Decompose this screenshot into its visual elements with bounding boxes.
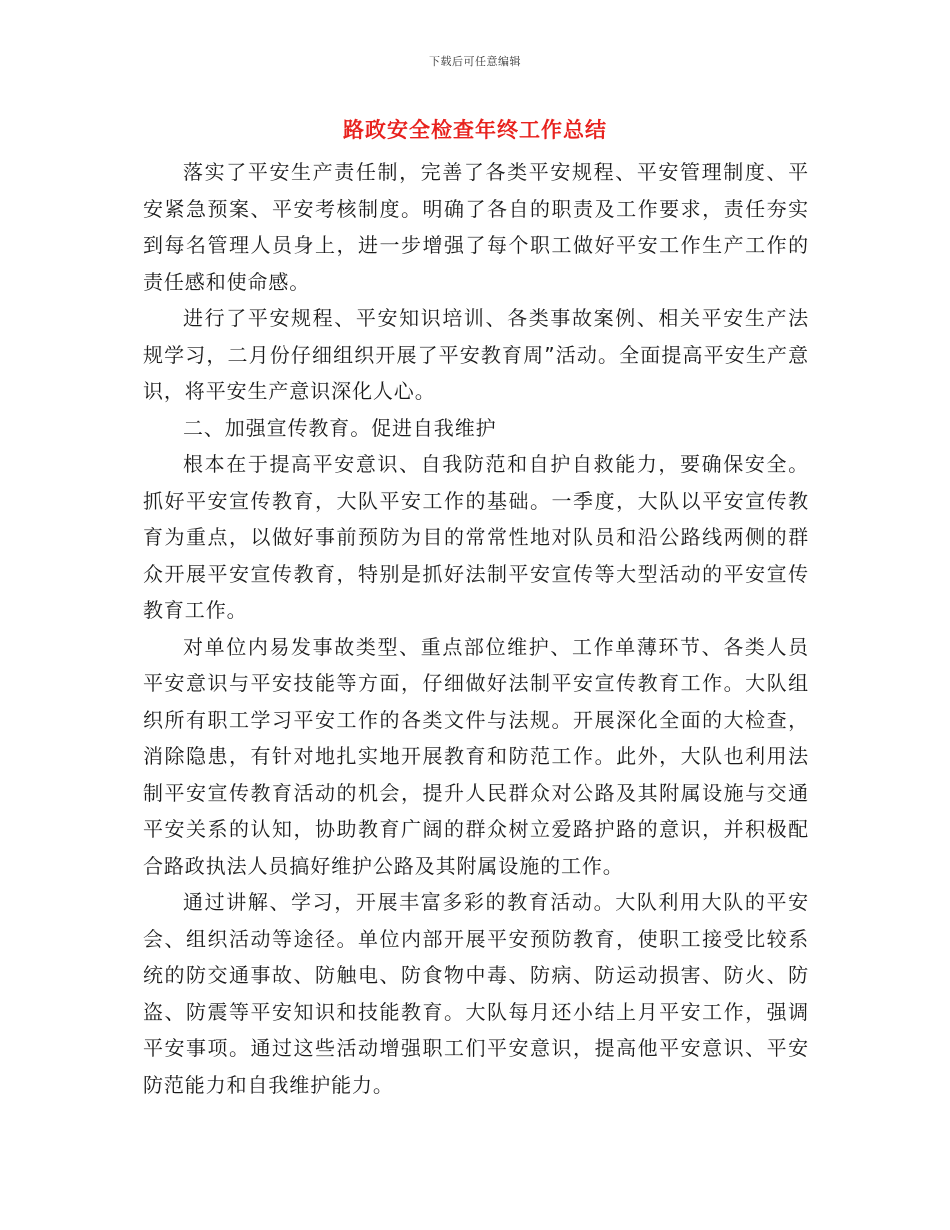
paragraph-1: 落实了平安生产责任制，完善了各类平安规程、平安管理制度、平安紧急预案、平安考核制度。明确了各自的职责及工作要求，责任夯实到每名管理人员身上，进一步增强了每个职工做好平安工作生产工作的责任感和使命感。 (143, 160, 809, 294)
header-note: 下载后可任意编辑 (429, 55, 521, 68)
paragraph-4: 对单位内易发事故类型、重点部位维护、工作单薄环节、各类人员平安意识与平安技能等方面，仔细做好法制平安宣传教育工作。大队组织所有职工学习平安工作的各类文件与法规。开展深化全面的大检查，消除隐患，有针对地扎实地开展教育和防范工作。此外，大队也利用法制平安宣传教育活动的机会，提升人民群众对公路及其附属设施与交通平安关系的认知，协助教育广阔的群众树立爱路护路的意识，并积极配合路政执法人员搞好维护公路及其附属设施的工作。 (143, 634, 809, 878)
document-body (143, 154, 809, 1103)
section-heading-2: 二、加强宣传教育。促进自我维护 (183, 415, 497, 440)
paragraph-5: 通过讲解、学习，开展丰富多彩的教育活动。大队利用大队的平安会、组织活动等途径。单位内部开展平安预防教育，使职工接受比较系统的防交通事故、防触电、防食物中毒、防病、防运动损害、防火、防盗、防震等平安知识和技能教育。大队每月还小结上月平安工作，强调平安事项。通过这些活动增强职工们平安意识，提高他平安意识、平安防范能力和自我维护能力。 (143, 890, 809, 1097)
paragraph-2: 进行了平安规程、平安知识培训、各类事故案例、相关平安生产法规学习，二月份仔细组织开展了平安教育周”活动。全面提高平安生产意识，将平安生产意识深化人心。 (143, 306, 809, 403)
paragraph-3: 根本在于提高平安意识、自我防范和自护自救能力，要确保安全。抓好平安宣传教育，大队平安工作的基础。一季度，大队以平安宣传教育为重点，以做好事前预防为目的常常性地对队员和沿公路线两侧的群众开展平安宣传教育，特别是抓好法制平安宣传等大型活动的平安宣传教育工作。 (143, 452, 809, 622)
document-title: 路政安全检查年终工作总结 (343, 118, 607, 142)
